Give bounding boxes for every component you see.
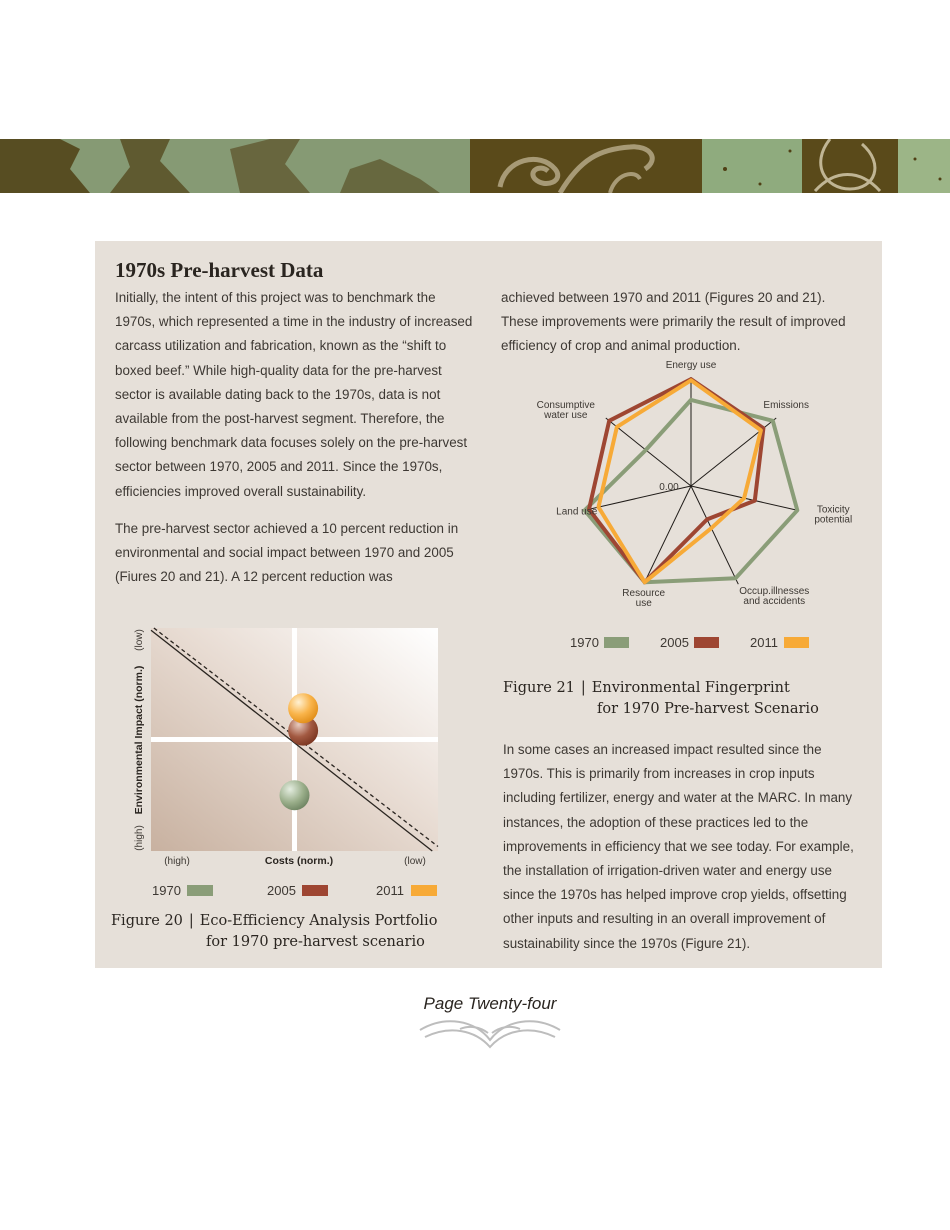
figure-20-separator: |: [188, 913, 194, 929]
figure-21-title-line1: Environmental Fingerprint: [591, 680, 790, 696]
figure-20-title-line1: Eco-Efficiency Analysis Portfolio: [199, 913, 438, 929]
paragraph-1: Initially, the intent of this project was to benchmark the 1970s, which represented a time in the industry of increased carcass utilization and fabrication, known as the “shift to boxed beef.” While high-quality data for the pre-harvest sector is available dating back to the 1970s, data is not available from the post-harvest segment. Therefore, the following benchmark data focuses solely on the pre-harvest sector between 1970, 2005 and 2011. Since the 1970s, efficiencies improved overall sustainability.: [115, 290, 473, 499]
figure-20-caption: [111, 911, 437, 953]
portfolio-point-2011: [288, 693, 318, 723]
radar-axis-label-occup-illnesses-and-accidents: Occup.illnesses and accidents: [739, 586, 810, 608]
paragraph-2: The pre-harvest sector achieved a 10 percent reduction in environmental and social impact between 1970 and 2005 (Fiures 20 and 21). A 12 percent reduction was: [115, 521, 459, 585]
x-tick-low: (low): [404, 856, 426, 867]
figure-21-title-line2: for 1970 Pre-harvest Scenario: [597, 701, 819, 717]
portfolio-point-1970: [280, 780, 310, 810]
y-tick-high: (high): [134, 825, 145, 851]
fingerprint-legend-swatch-2011: [784, 637, 809, 648]
fingerprint-legend-swatch-1970: [604, 637, 629, 648]
fingerprint-legend-label-2011: 2011: [750, 635, 778, 650]
figure-20-number: Figure 20: [111, 913, 183, 929]
environmental-fingerprint-chart: [530, 355, 860, 665]
radar-axis-label-consumptive-water-use: Consumptive water use: [536, 400, 595, 422]
radar-axis-label-energy-use: Energy use: [665, 360, 717, 371]
legend-label-2011: 2011: [376, 883, 404, 898]
eco-efficiency-chart: [100, 620, 460, 905]
figure-20-title-line2: for 1970 pre-harvest scenario: [206, 934, 425, 950]
y-tick-low: (low): [134, 629, 145, 651]
radar-spoke-occup-illnesses-and-accidents: [691, 486, 738, 584]
figure-21-number: Figure 21: [503, 680, 575, 696]
radar-axis-label-resource-use: Resource use: [622, 588, 666, 610]
legend-label-2005: 2005: [267, 883, 296, 898]
fingerprint-legend-label-2005: 2005: [660, 635, 689, 650]
paragraph-3: achieved between 1970 and 2011 (Figures 20 and 21). These improvements were primarily the result of improved efficiency of crop and animal production.: [501, 290, 846, 354]
decorative-banner: [0, 139, 950, 193]
fingerprint-legend-label-1970: 1970: [570, 635, 599, 650]
legend-swatch-2011: [411, 885, 437, 896]
figure-21-caption: [503, 678, 819, 720]
y-axis-label: Environmental Impact (norm.): [133, 665, 145, 815]
radar-axis-label-toxicity-potential: Toxicity potential: [814, 504, 853, 526]
flourish-ornament: [420, 1021, 560, 1047]
legend-label-1970: 1970: [152, 883, 181, 898]
section-title: 1970s Pre-harvest Data: [115, 258, 324, 282]
legend-swatch-2005: [302, 885, 328, 896]
legend-swatch-1970: [187, 885, 213, 896]
x-tick-high: (high): [164, 856, 190, 867]
radar-center-label: 0.00: [659, 482, 679, 493]
radar-axis-label-emissions: Emissions: [763, 400, 810, 412]
figure-21-separator: |: [580, 680, 586, 696]
paragraph-4: In some cases an increased impact resulted since the 1970s. This is primarily from increases in crop inputs including fertilizer, energy and water at the MARC. In many instances, the adoption of these practices led to the improvements in efficiency that we see today. For example, the installation of irrigation-driven water and energy use since the 1970s has helped improve crop yields, offsetting other inputs and resulting in an overall improvement of sustainability since the 1970s (Figure 21).: [503, 742, 854, 951]
page-footer: [400, 985, 580, 1060]
radar-spoke-resource-use: [644, 486, 691, 584]
fingerprint-legend-swatch-2005: [694, 637, 719, 648]
x-axis-label: Costs (norm.): [264, 855, 334, 867]
page-label: Page Twenty-four: [423, 994, 557, 1013]
radar-axis-label-land-use: Land use: [556, 506, 598, 518]
